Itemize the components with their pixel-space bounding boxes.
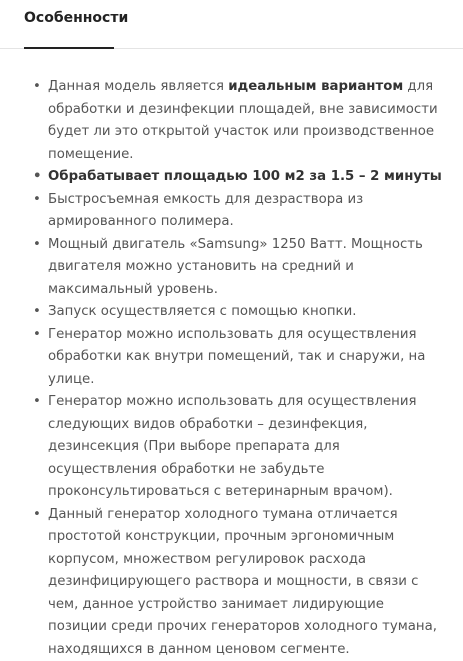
bullet: •	[33, 324, 41, 347]
feature-text: Быстросъемная емкость для дезраствора из армированного полимера.	[48, 192, 363, 230]
bullet: •	[33, 76, 41, 99]
bullet: •	[33, 189, 41, 212]
feature-text: Данный генератор холодного тумана отличается простотой конструкции, прочным эргономичным корпусом, множеством регулировок расхода дезинфицирующего раствора и мощности, в связи с чем, данное устройство занимает лидирующие позиции среди прочих генераторов холодного тумана, находящихся в данном ценовом сегменте.	[48, 507, 437, 657]
bullet: •	[33, 504, 41, 527]
feature-text: для обработки и дезинфекции площадей, вне зависимости будет ли это открытой участок или производственное помещение.	[48, 79, 438, 162]
feature-item-ideal	[0, 76, 463, 166]
feature-item-indoor-outdoor	[0, 324, 463, 392]
feature-item-tank	[0, 189, 463, 234]
feature-item-summary	[0, 504, 463, 661]
features-list	[0, 76, 463, 661]
feature-text: Генератор можно использовать для осуществления следующих видов обработки – дезинфекция, дезинсекция (При выборе препарата для осуществления обработки не забудьте проконсультироваться с ветеринарным врачом).	[48, 394, 416, 499]
feature-item-motor	[0, 234, 463, 302]
feature-text: Генератор можно использовать для осуществления обработки как внутри помещений, так и снаружи, на улице.	[48, 327, 425, 387]
feature-item-start	[0, 301, 463, 324]
feature-item-treatment-types	[0, 391, 463, 504]
feature-text: Данная модель является	[48, 79, 228, 94]
bullet: •	[33, 301, 41, 324]
bullet: •	[33, 391, 41, 414]
feature-highlight: идеальным вариантом	[228, 79, 403, 94]
tab-features[interactable]: Особенности	[24, 10, 128, 26]
feature-text: Запуск осуществляется с помощью кнопки.	[48, 304, 356, 319]
active-tab-indicator	[24, 47, 114, 49]
bullet: •	[33, 234, 41, 257]
feature-text: Обрабатывает площадью 100 м2 за 1.5 – 2 минуты	[48, 169, 442, 184]
feature-item-area	[0, 166, 463, 189]
feature-text: Мощный двигатель «Samsung» 1250 Ватт. Мощность двигателя можно установить на средний и максимальный уровень.	[48, 237, 423, 297]
bullet: •	[33, 166, 42, 189]
